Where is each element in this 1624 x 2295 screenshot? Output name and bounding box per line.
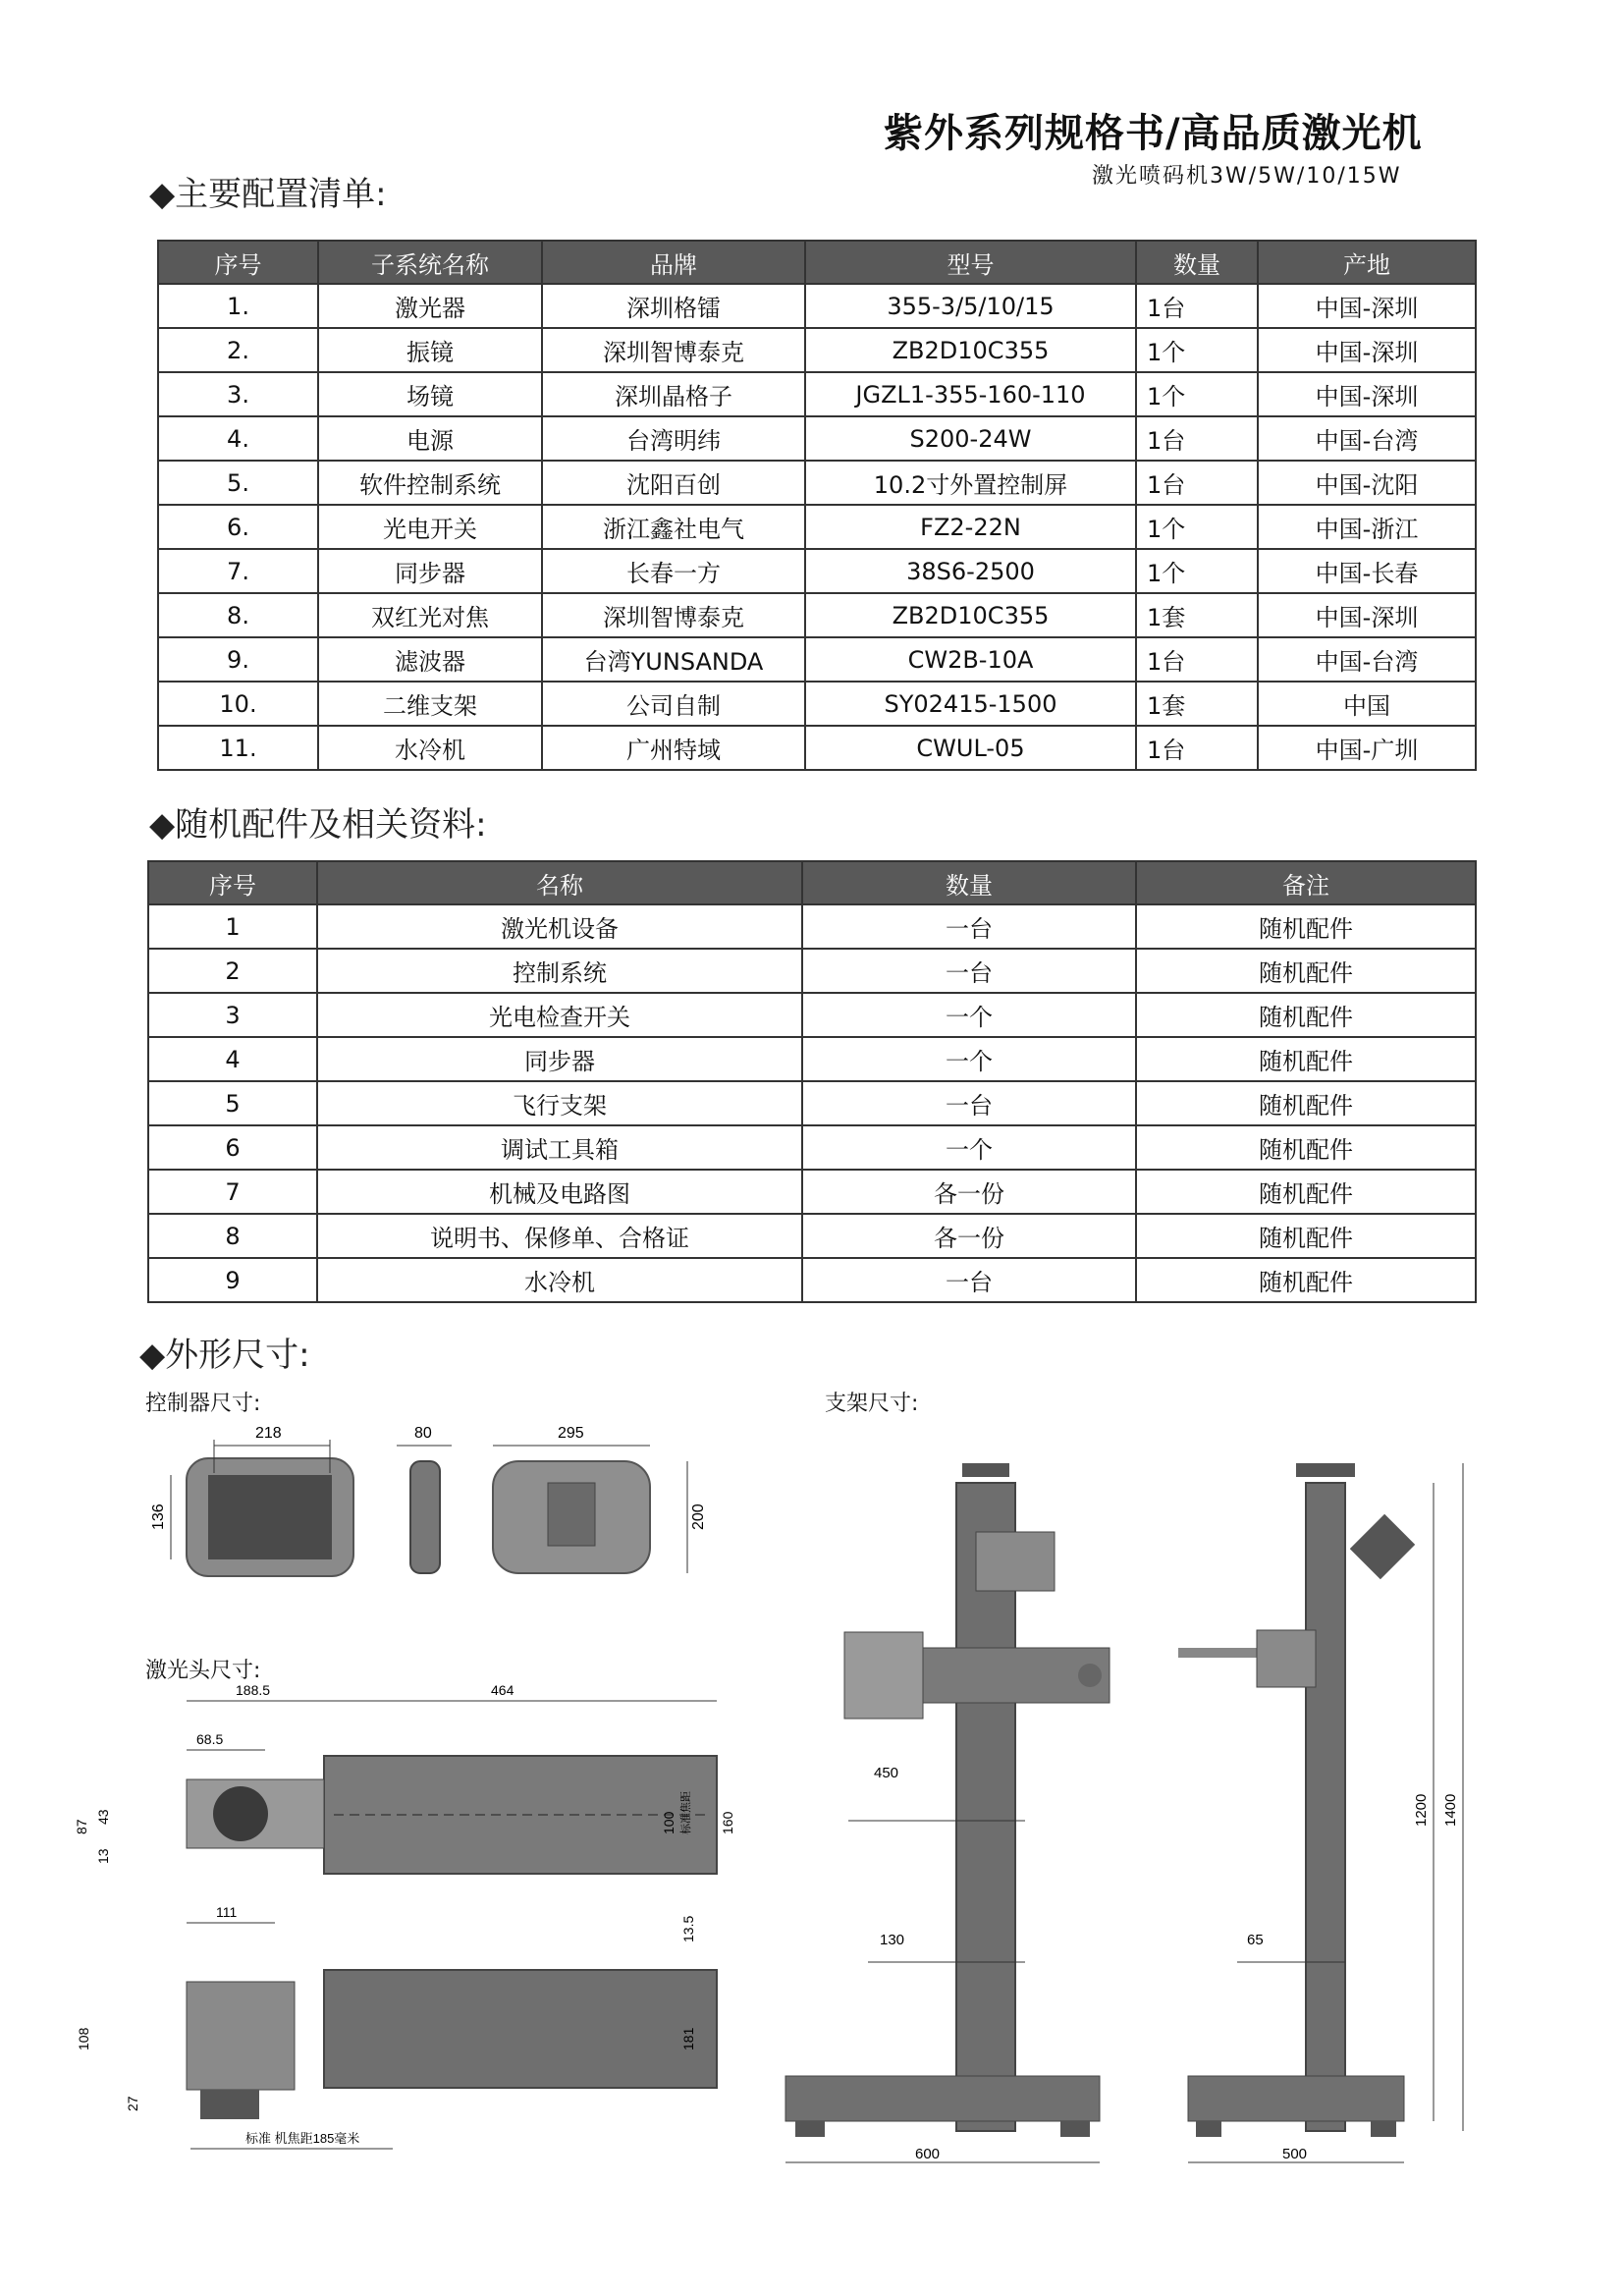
table-cell: CW2B-10A xyxy=(805,637,1136,682)
table-cell: 广州特域 xyxy=(542,726,805,770)
controller-drawing xyxy=(137,1414,746,1611)
head-w100: 100 xyxy=(661,1811,677,1834)
head-note: 标准 机焦距185毫米 xyxy=(245,2131,360,2146)
table-cell: 8 xyxy=(148,1214,317,1258)
table-cell: 激光器 xyxy=(318,284,542,328)
table-cell: 随机配件 xyxy=(1136,993,1476,1037)
table-cell: 3 xyxy=(148,993,317,1037)
table-cell: 水冷机 xyxy=(318,726,542,770)
table-cell: 软件控制系统 xyxy=(318,461,542,505)
accessories-heading: ◆随机配件及相关资料: xyxy=(149,805,487,845)
table-cell: 中国-广圳 xyxy=(1258,726,1476,770)
table-row xyxy=(148,904,1476,949)
table-cell: 3. xyxy=(158,372,318,416)
head-h108: 108 xyxy=(76,2027,91,2050)
table-row xyxy=(148,1037,1476,1081)
ctrl-side-depth: 80 xyxy=(414,1425,432,1442)
table-cell: 2. xyxy=(158,328,318,372)
config-col-header: 品牌 xyxy=(542,241,805,284)
table-cell: 浙江鑫社电气 xyxy=(542,505,805,549)
table-cell: 中国-台湾 xyxy=(1258,637,1476,682)
table-cell: 同步器 xyxy=(317,1037,802,1081)
table-cell: 二维支架 xyxy=(318,682,542,726)
table-cell: 电源 xyxy=(318,416,542,461)
config-header-row xyxy=(158,241,1476,284)
head-offset: 188.5 xyxy=(236,1682,271,1698)
table-cell: 双红光对焦 xyxy=(318,593,542,637)
accessories-col-header: 数量 xyxy=(802,861,1136,904)
table-cell: 调试工具箱 xyxy=(317,1125,802,1170)
table-cell: 1个 xyxy=(1136,505,1258,549)
table-cell: FZ2-22N xyxy=(805,505,1136,549)
head-inner-label: 标准焦距 xyxy=(680,1791,692,1834)
table-cell: 一个 xyxy=(802,993,1136,1037)
head-h13: 13 xyxy=(95,1848,111,1864)
table-cell: 同步器 xyxy=(318,549,542,593)
table-cell: 一个 xyxy=(802,1037,1136,1081)
table-cell: 1台 xyxy=(1136,726,1258,770)
table-cell: 一台 xyxy=(802,949,1136,993)
table-cell: 中国-深圳 xyxy=(1258,372,1476,416)
table-cell: 9 xyxy=(148,1258,317,1302)
table-cell: 中国-深圳 xyxy=(1258,593,1476,637)
table-cell: 一台 xyxy=(802,1258,1136,1302)
table-cell: 4 xyxy=(148,1037,317,1081)
table-cell: 水冷机 xyxy=(317,1258,802,1302)
table-cell: 场镜 xyxy=(318,372,542,416)
table-row xyxy=(158,593,1476,637)
ctrl-front-height: 136 xyxy=(150,1503,167,1530)
table-cell: 说明书、保修单、合格证 xyxy=(317,1214,802,1258)
table-cell: 1套 xyxy=(1136,593,1258,637)
table-cell: 随机配件 xyxy=(1136,1081,1476,1125)
table-cell: 10. xyxy=(158,682,318,726)
table-row xyxy=(158,461,1476,505)
table-cell: 公司自制 xyxy=(542,682,805,726)
head-h181: 181 xyxy=(680,2027,696,2050)
table-cell: ZB2D10C355 xyxy=(805,593,1136,637)
table-row xyxy=(158,637,1476,682)
accessories-col-header: 名称 xyxy=(317,861,802,904)
table-cell: 深圳智博泰克 xyxy=(542,328,805,372)
table-cell: 1套 xyxy=(1136,682,1258,726)
table-cell: 1个 xyxy=(1136,328,1258,372)
table-cell: 一台 xyxy=(802,1081,1136,1125)
table-cell: CWUL-05 xyxy=(805,726,1136,770)
table-cell: 光电开关 xyxy=(318,505,542,549)
table-cell: 随机配件 xyxy=(1136,1170,1476,1214)
table-cell: 中国 xyxy=(1258,682,1476,726)
table-cell: 中国-长春 xyxy=(1258,549,1476,593)
table-cell: 1台 xyxy=(1136,416,1258,461)
table-row xyxy=(148,949,1476,993)
table-cell: 随机配件 xyxy=(1136,1214,1476,1258)
table-cell: 9. xyxy=(158,637,318,682)
table-row xyxy=(158,328,1476,372)
table-cell: 中国-浙江 xyxy=(1258,505,1476,549)
table-cell: 中国-沈阳 xyxy=(1258,461,1476,505)
table-cell: 各一份 xyxy=(802,1214,1136,1258)
table-cell: 飞行支架 xyxy=(317,1081,802,1125)
head-h27: 27 xyxy=(125,2096,140,2111)
config-col-header: 产地 xyxy=(1258,241,1476,284)
table-cell: 7 xyxy=(148,1170,317,1214)
table-cell: 7. xyxy=(158,549,318,593)
head-h87: 87 xyxy=(74,1819,89,1834)
table-cell: 光电检查开关 xyxy=(317,993,802,1037)
table-row xyxy=(148,1125,1476,1170)
bracket-h1400: 1400 xyxy=(1442,1793,1459,1827)
table-cell: 一个 xyxy=(802,1125,1136,1170)
table-cell: 随机配件 xyxy=(1136,904,1476,949)
table-cell: 滤波器 xyxy=(318,637,542,682)
table-cell: ZB2D10C355 xyxy=(805,328,1136,372)
ctrl-back-width: 295 xyxy=(558,1425,584,1442)
table-cell: 1. xyxy=(158,284,318,328)
config-col-header: 数量 xyxy=(1136,241,1258,284)
bracket-drawing xyxy=(776,1424,1502,2200)
table-cell: 深圳格镭 xyxy=(542,284,805,328)
bracket-col-front: 130 xyxy=(880,1932,905,1948)
table-cell: 中国-深圳 xyxy=(1258,284,1476,328)
table-cell: 1个 xyxy=(1136,549,1258,593)
table-cell: 机械及电路图 xyxy=(317,1170,802,1214)
accessories-header-row xyxy=(148,861,1476,904)
table-cell: 中国-深圳 xyxy=(1258,328,1476,372)
bracket-arm: 450 xyxy=(874,1765,899,1781)
head-w111: 111 xyxy=(216,1904,238,1920)
bracket-base-side: 500 xyxy=(1282,2146,1308,2162)
table-cell: 控制系统 xyxy=(317,949,802,993)
table-cell: 1台 xyxy=(1136,461,1258,505)
table-cell: 中国-台湾 xyxy=(1258,416,1476,461)
table-cell: 4. xyxy=(158,416,318,461)
table-cell: 各一份 xyxy=(802,1170,1136,1214)
table-cell: 6. xyxy=(158,505,318,549)
ctrl-back-height: 200 xyxy=(690,1503,707,1530)
table-cell: 38S6-2500 xyxy=(805,549,1136,593)
table-row xyxy=(158,416,1476,461)
table-cell: S200-24W xyxy=(805,416,1136,461)
bracket-col-side: 65 xyxy=(1247,1932,1264,1948)
table-cell: 1台 xyxy=(1136,637,1258,682)
laser-head-drawing xyxy=(69,1677,756,2168)
ctrl-front-width: 218 xyxy=(255,1425,282,1442)
config-table xyxy=(157,240,1477,771)
table-cell: 台湾明纬 xyxy=(542,416,805,461)
accessories-table xyxy=(147,860,1477,1303)
accessories-col-header: 序号 xyxy=(148,861,317,904)
accessories-col-header: 备注 xyxy=(1136,861,1476,904)
document-title: 紫外系列规格书/高品质激光机 xyxy=(884,111,1423,156)
table-row xyxy=(148,1170,1476,1214)
document-subtitle: 激光喷码机3W/5W/10/15W xyxy=(1092,164,1402,189)
table-row xyxy=(158,505,1476,549)
table-row xyxy=(148,1081,1476,1125)
table-row xyxy=(158,284,1476,328)
laser-head-dim-label: 激光头尺寸: xyxy=(145,1659,261,1683)
table-row xyxy=(158,682,1476,726)
dimensions-heading: ◆外形尺寸: xyxy=(139,1336,310,1375)
table-cell: 1 xyxy=(148,904,317,949)
head-length: 464 xyxy=(491,1682,514,1698)
table-cell: 11. xyxy=(158,726,318,770)
bracket-base-front: 600 xyxy=(915,2146,941,2162)
table-cell: 355-3/5/10/15 xyxy=(805,284,1136,328)
table-cell: 5. xyxy=(158,461,318,505)
config-col-header: 序号 xyxy=(158,241,318,284)
table-cell: SY02415-1500 xyxy=(805,682,1136,726)
table-row xyxy=(148,993,1476,1037)
config-col-header: 子系统名称 xyxy=(318,241,542,284)
table-row xyxy=(148,1214,1476,1258)
table-cell: 10.2寸外置控制屏 xyxy=(805,461,1136,505)
table-cell: 一台 xyxy=(802,904,1136,949)
controller-dim-label: 控制器尺寸: xyxy=(145,1392,261,1416)
table-cell: 5 xyxy=(148,1081,317,1125)
table-cell: 振镜 xyxy=(318,328,542,372)
bracket-dim-label: 支架尺寸: xyxy=(825,1392,919,1416)
table-cell: 2 xyxy=(148,949,317,993)
table-cell: 沈阳百创 xyxy=(542,461,805,505)
config-heading: ◆主要配置清单: xyxy=(149,175,387,214)
table-row xyxy=(148,1258,1476,1302)
head-lens: 68.5 xyxy=(196,1731,224,1747)
head-w160: 160 xyxy=(720,1811,735,1834)
table-cell: 激光机设备 xyxy=(317,904,802,949)
head-h43: 43 xyxy=(95,1809,111,1825)
table-cell: 8. xyxy=(158,593,318,637)
head-h13-5: 13.5 xyxy=(680,1915,696,1942)
table-cell: 6 xyxy=(148,1125,317,1170)
table-cell: 随机配件 xyxy=(1136,1037,1476,1081)
bracket-h1200: 1200 xyxy=(1413,1793,1430,1827)
table-cell: JGZL1-355-160-110 xyxy=(805,372,1136,416)
table-cell: 深圳晶格子 xyxy=(542,372,805,416)
table-row xyxy=(158,372,1476,416)
table-cell: 台湾YUNSANDA xyxy=(542,637,805,682)
table-cell: 随机配件 xyxy=(1136,1258,1476,1302)
table-cell: 深圳智博泰克 xyxy=(542,593,805,637)
table-row xyxy=(158,549,1476,593)
table-cell: 随机配件 xyxy=(1136,949,1476,993)
config-col-header: 型号 xyxy=(805,241,1136,284)
table-cell: 1台 xyxy=(1136,284,1258,328)
table-cell: 1个 xyxy=(1136,372,1258,416)
table-cell: 长春一方 xyxy=(542,549,805,593)
table-cell: 随机配件 xyxy=(1136,1125,1476,1170)
table-row xyxy=(158,726,1476,770)
